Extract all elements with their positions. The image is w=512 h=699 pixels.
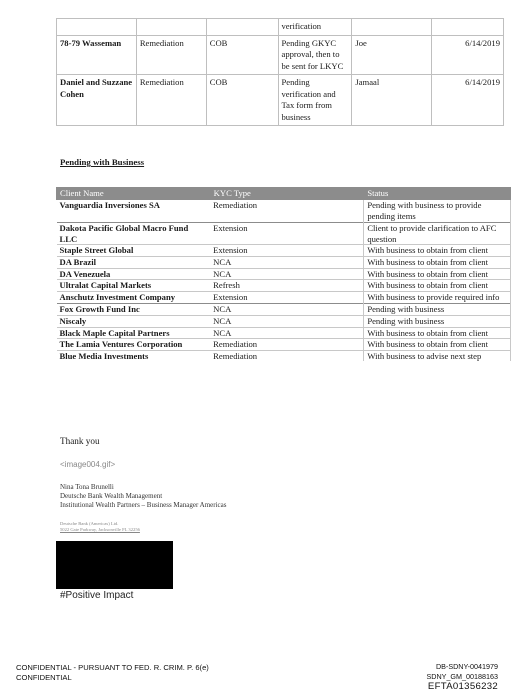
cell-status: With business to obtain from client [364, 327, 511, 339]
table-row [57, 339, 511, 351]
cell-client: 78-79 Wasseman [57, 35, 137, 75]
pending-with-business-table [56, 187, 511, 361]
section-heading-pending-with-business: Pending with Business [60, 157, 145, 167]
table-row [57, 350, 511, 361]
cell-client: DA Venezuela [57, 268, 211, 280]
cell-kyc: NCA [210, 304, 364, 316]
email-signature [60, 483, 227, 510]
cell-kyc: Refresh [210, 280, 364, 292]
cell-client: Vanguardia Inversiones SA [57, 200, 211, 223]
cell-date: 6/14/2019 [432, 35, 504, 75]
cell-kyc: Remediation [210, 350, 364, 361]
status-table-continued [56, 18, 504, 126]
table-row [57, 19, 504, 36]
cell-type [136, 19, 206, 36]
cell-client: Ultralat Capital Markets [57, 280, 211, 292]
cell-status: Pending with business [364, 315, 511, 327]
cell-status: With business to obtain from client [364, 280, 511, 292]
cell-client: Fox Growth Fund Inc [57, 304, 211, 316]
table-row [57, 245, 511, 257]
cell-status: With business to obtain from client [364, 268, 511, 280]
cell-status: Pending GKYC approval, then to be sent for LKYC [278, 35, 352, 75]
header-status: Status [364, 188, 511, 200]
cell-kyc: NCA [210, 268, 364, 280]
cell-kyc: NCA [210, 256, 364, 268]
header-client-name: Client Name [57, 188, 211, 200]
table-row [57, 35, 504, 75]
cell-team: COB [206, 75, 278, 126]
cell-kyc: NCA [210, 327, 364, 339]
cell-kyc: NCA [210, 315, 364, 327]
table-row [57, 280, 511, 292]
footer-confidential [16, 663, 209, 683]
signature-division: Institutional Wealth Partners – Business Manager Americas [60, 501, 227, 509]
cell-status: Pending verification and Tax form from business [278, 75, 352, 126]
table-row [57, 304, 511, 316]
cell-client: Black Maple Capital Partners [57, 327, 211, 339]
signature-address [60, 521, 140, 533]
cell-client: Niscaly [57, 315, 211, 327]
cell-status: Client to provide clarification to AFC question [364, 223, 511, 245]
cell-kyc: Remediation [210, 339, 364, 351]
table-row [57, 268, 511, 280]
cell-status: With business to obtain from client [364, 256, 511, 268]
footer-bates [380, 662, 498, 692]
cell-status: With business to advise next step [364, 350, 511, 361]
cell-owner [352, 19, 432, 36]
cell-team [206, 19, 278, 36]
cell-kyc: Remediation [210, 200, 364, 223]
tagline: #Positive Impact [60, 590, 134, 601]
cell-client: Daniel and Suzzane Cohen [57, 75, 137, 126]
footer-left-line-1: CONFIDENTIAL - PURSUANT TO FED. R. CRIM. P. 6(e) [16, 663, 209, 672]
footer-right-line-1: DB-SDNY-0041979 [435, 662, 498, 671]
cell-client: Anschutz Investment Company [57, 291, 211, 304]
cell-status: Pending with business to provide pending items [364, 200, 511, 223]
table-header-row [57, 188, 511, 200]
redaction-block [56, 541, 173, 589]
cell-client [57, 19, 137, 36]
address-line-2: 5022 Gate Parkway, Jacksonville FL 32256 [60, 527, 140, 532]
cell-kyc: Extension [210, 223, 364, 245]
cell-owner: Joe [352, 35, 432, 75]
cell-client: DA Brazil [57, 256, 211, 268]
table-row [57, 327, 511, 339]
table-row [57, 200, 511, 223]
cell-client: Blue Media Investments [57, 350, 211, 361]
signature-company: Deutsche Bank Wealth Management [60, 492, 163, 500]
cell-kyc: Extension [210, 291, 364, 304]
table-row [57, 291, 511, 304]
cell-status: With business to obtain from client [364, 245, 511, 257]
footer-right-line-2: SDNY_GM_00188163 [426, 671, 498, 681]
cell-team: COB [206, 35, 278, 75]
closing-text: Thank you [60, 436, 100, 446]
footer-efta-number: EFTA01356232 [427, 681, 498, 693]
cell-status: With business to provide required info [364, 291, 511, 304]
header-kyc-type: KYC Type [210, 188, 364, 200]
cell-kyc: Extension [210, 245, 364, 257]
table-row [57, 223, 511, 245]
image-placeholder: <image004.gif> [60, 460, 116, 469]
table-row [57, 315, 511, 327]
cell-status: verification [278, 19, 352, 36]
table-row [57, 75, 504, 126]
cell-owner: Jamaal [352, 75, 432, 126]
address-line-1: Deutsche Bank (Americas) Ltd. [60, 521, 119, 526]
cell-client: The Lamia Ventures Corporation [57, 339, 211, 351]
cell-status: With business to obtain from client [364, 339, 511, 351]
cell-client: Staple Street Global [57, 245, 211, 257]
cell-type: Remediation [136, 75, 206, 126]
cell-status: Pending with business [364, 304, 511, 316]
cell-date [432, 19, 504, 36]
cell-date: 6/14/2019 [432, 75, 504, 126]
cell-client: Dakota Pacific Global Macro Fund LLC [57, 223, 211, 245]
signature-name: Nina Tona Brunelli [60, 483, 114, 491]
cell-type: Remediation [136, 35, 206, 75]
table-row [57, 256, 511, 268]
footer-left-line-2: CONFIDENTIAL [16, 673, 72, 682]
